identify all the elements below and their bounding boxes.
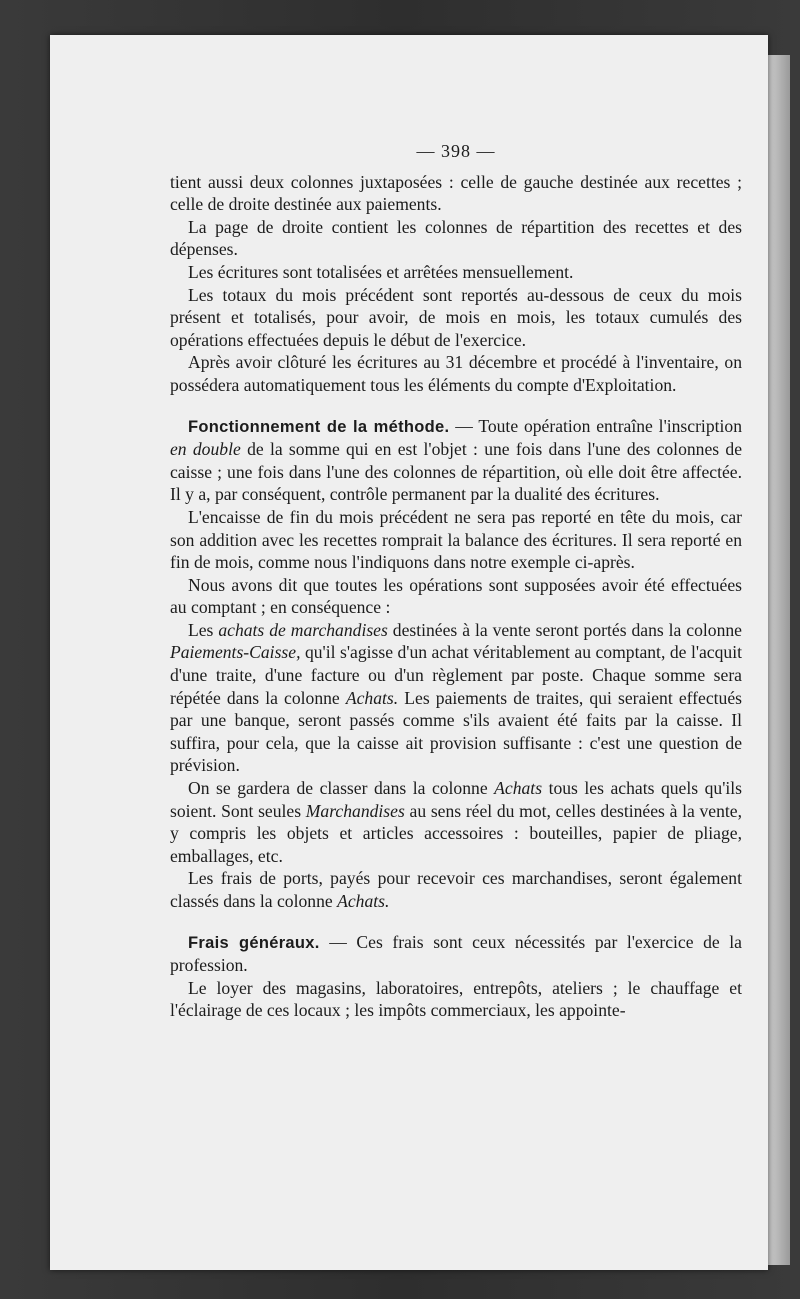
- text-run: On se gardera de classer dans la colonne: [188, 778, 495, 799]
- paragraph: Le loyer des magasins, laboratoires, entrepôts, ateliers ; le chauffage et l'éclairage de ces locaux ; les impôts commerciaux, les appointe-: [170, 977, 742, 1021]
- text-run: tous les achats quels qu'ils soient. Sont seules: [170, 778, 742, 821]
- paragraph: [170, 619, 742, 777]
- text-run: au sens réel du mot, celles destinées à la vente, y compris les objets et articles accessoires : bouteilles, papier de pliage, emballages, etc.: [170, 800, 742, 866]
- paragraph: [170, 415, 742, 506]
- page-number: — 398 —: [416, 141, 496, 161]
- italic-run: Marchandises: [305, 800, 405, 821]
- paragraph: [170, 867, 742, 912]
- paragraph: L'encaisse de fin du mois précédent ne sera pas reporté en tête du mois, car son addition avec les recettes romprait la balance des écritures. Il sera reporté en fin de mois, comme nous l'indiquons dans notre exemple ci-après.: [170, 506, 742, 573]
- text-run: — Toute opération entraîne l'inscription: [449, 415, 742, 436]
- text-run: de la somme qui en est l'objet : une fois dans l'une des colonnes de caisse ; une fois dans l'une des colonnes de répartition, où elle doit être affectée. Il y a, par conséquent, contrôle permanent par la dualité des écritures.: [170, 439, 742, 505]
- italic-run: Achats.: [345, 687, 399, 708]
- paragraph: Nous avons dit que toutes les opérations sont supposées avoir été effectuées au comptant ; en conséquence :: [170, 574, 742, 618]
- text-run: destinées à la vente seront portés dans la colonne: [387, 619, 742, 640]
- section-fonctionnement: [170, 415, 742, 913]
- paragraph: [170, 777, 742, 867]
- paragraph: Les totaux du mois précédent sont reportés au-dessous de ceux du mois présent et totalisés, pour avoir, de mois en mois, les totaux cumulés des opérations effectuées depuis le début de l'exercice.: [170, 284, 742, 350]
- text-run: Les frais de ports, payés pour recevoir ces marchandises, seront également classés dans la colonne: [170, 868, 742, 911]
- text-run: Les: [188, 619, 219, 640]
- paragraph: [170, 931, 742, 977]
- section-frais-generaux: [170, 931, 742, 1022]
- italic-run: Paiements-Caisse,: [170, 642, 301, 663]
- paragraph: tient aussi deux colonnes juxtaposées : celle de gauche destinée aux recettes ; celle de droite destinée aux paiements.: [170, 171, 742, 215]
- next-page-edge: [768, 55, 790, 1265]
- italic-run: Achats.: [337, 891, 390, 911]
- paragraph: Après avoir clôturé les écritures au 31 décembre et procédé à l'inventaire, on possédera automatiquement tous les éléments du compte d'Exploitation.: [170, 352, 742, 395]
- italic-run: Achats: [494, 778, 543, 799]
- paragraph: La page de droite contient les colonnes de répartition des recettes et des dépenses.: [170, 216, 742, 260]
- paragraph: Les écritures sont totalisées et arrêtées mensuellement.: [188, 261, 574, 282]
- italic-run: en double: [170, 439, 241, 460]
- text-run: Les paiements de traites, qui seraient effectués par une banque, seront passés comme s'ils avaient été faits par la caisse. Il suffira, pour cela, que la caisse ait provision suffisante : c'est une question de prévision.: [170, 687, 742, 776]
- text-run: — Ces frais sont ceux nécessités par l'exercice de la profession.: [170, 931, 742, 976]
- italic-run: achats de marchandises: [218, 619, 388, 640]
- text-run: qu'il s'agisse d'un achat véritablement au comptant, de l'acquit d'une traite, d'une facture ou d'un règlement par poste. Chaque somme sera répétée dans la colonne: [170, 642, 742, 708]
- section-heading: Frais généraux.: [188, 933, 320, 952]
- section-heading: Fonctionnement de la méthode.: [188, 417, 450, 436]
- page-text: [170, 140, 742, 1022]
